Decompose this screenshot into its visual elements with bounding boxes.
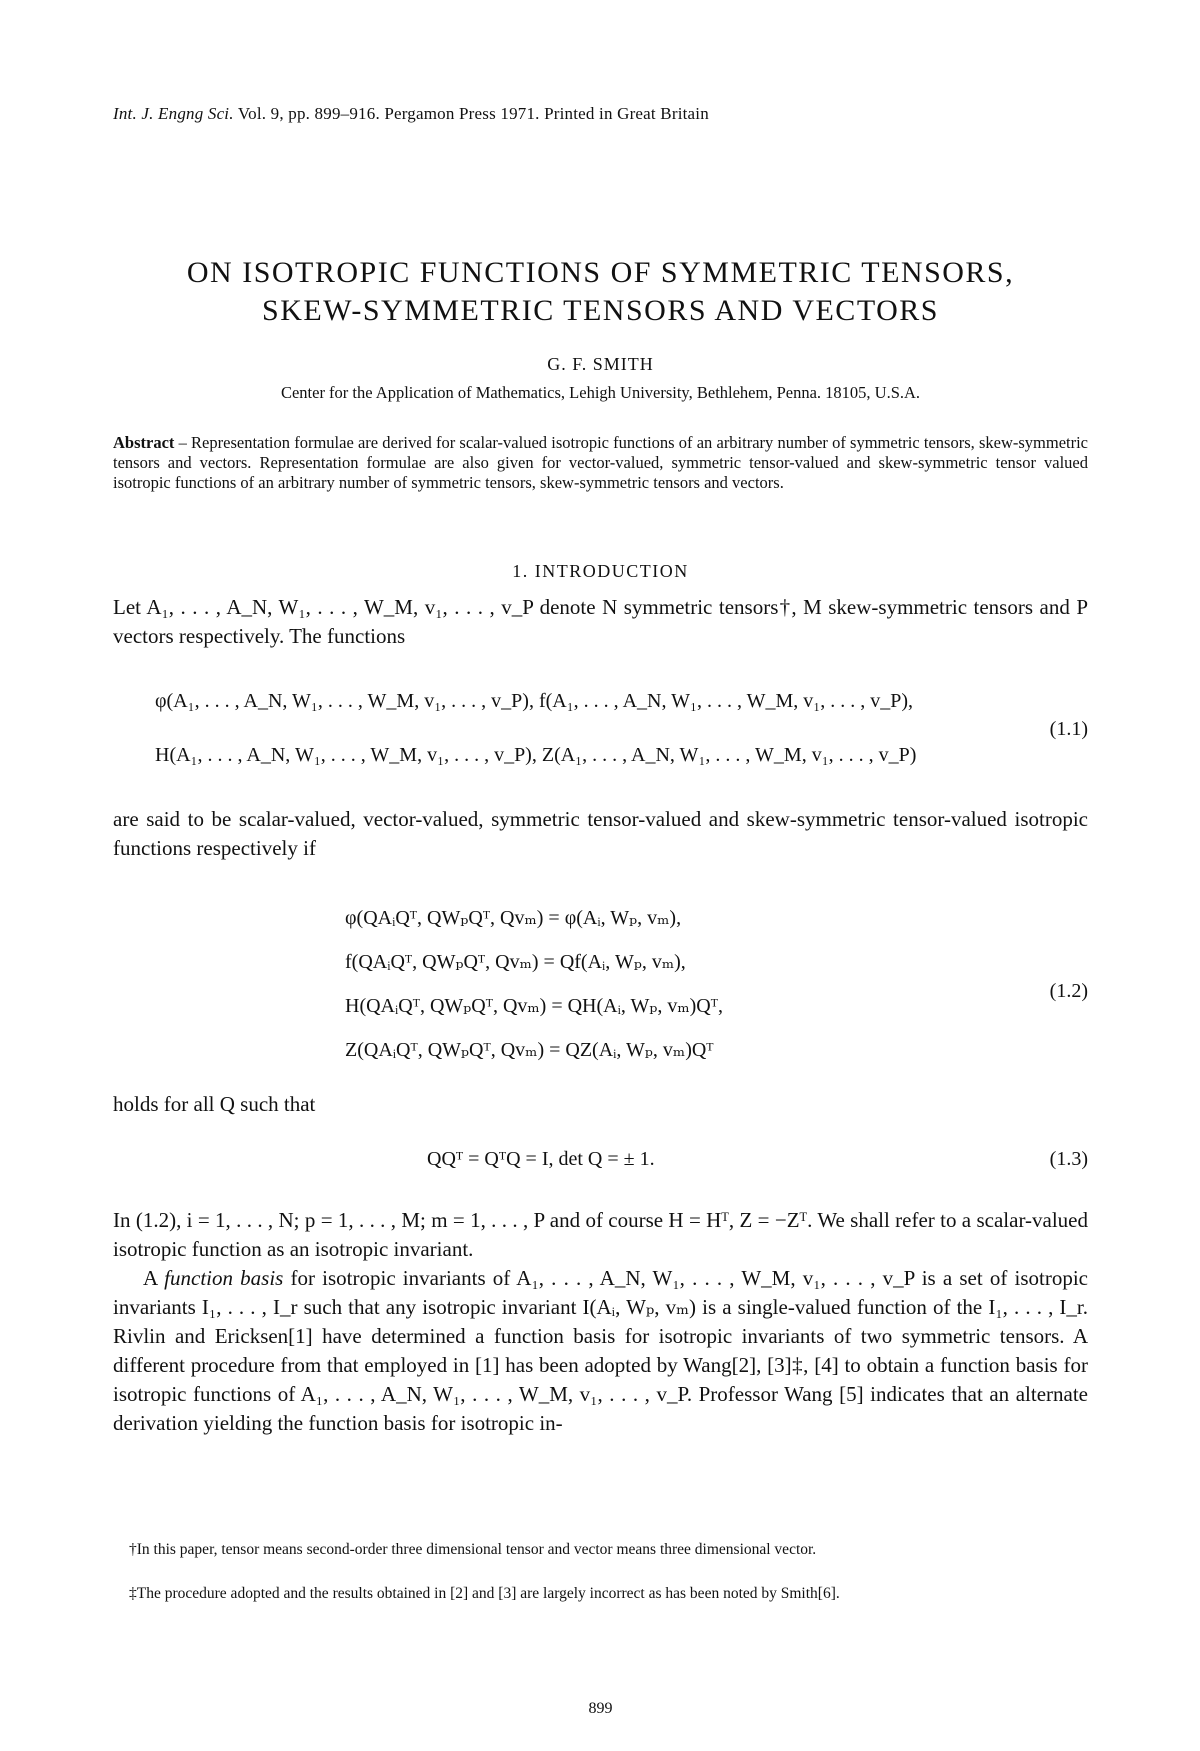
journal-citation: Vol. 9, pp. 899–916. Pergamon Press 1971. Printed in Great Britain (237, 104, 709, 123)
equation-number-1-1: (1.1) (1049, 718, 1088, 740)
author-name: G. F. SMITH (547, 354, 654, 374)
equation-1-2-line-1: φ(QAᵢQᵀ, QWₚQᵀ, Qvₘ) = φ(Aᵢ, Wₚ, vₘ), (345, 907, 682, 929)
paper-title (113, 254, 1088, 330)
equation-1-1-line-1: φ(A₁, . . . , A_N, W₁, . . . , W_M, v₁, . . . , v_P), f(A₁, . . . , A_N, W₁, . . . , W_M, v₁, . . . , v_P), (155, 690, 914, 712)
page-number: 899 (588, 1700, 613, 1717)
section-heading: 1. INTRODUCTION (512, 561, 689, 581)
journal-header (113, 104, 709, 124)
abstract-text: – Representation formulae are derived for scalar-valued isotropic functions of an arbitrary number of symmetric tensors, skew-symmetric tensors and vectors. Representation formulae are also given for vector-valued, symmetric tensor-valued and skew-symmetric tensor valued isotropic functions of an arbitrary number of symmetric tensors, skew-symmetric tensors and vectors. (113, 433, 1088, 492)
journal-name: Int. J. Engng Sci. (113, 104, 234, 123)
equation-1-1-line-2: H(A₁, . . . , A_N, W₁, . . . , W_M, v₁, . . . , v_P), Z(A₁, . . . , A_N, W₁, . . . , W_M, v₁, . . . , v_P) (155, 744, 917, 766)
function-basis-pre: A (143, 1266, 165, 1290)
author-affiliation: Center for the Application of Mathematics, Lehigh University, Bethlehem, Penna. 18105, U.S.A. (280, 383, 921, 402)
footnote-1: †In this paper, tensor means second-order three dimensional tensor and vector means three dimensional vector. (129, 1541, 817, 1558)
paragraph-function-basis (113, 1264, 1088, 1438)
equation-1-2-line-4: Z(QAᵢQᵀ, QWₚQᵀ, Qvₘ) = QZ(Aᵢ, Wₚ, vₘ)Qᵀ (345, 1039, 714, 1061)
function-basis-text: for isotropic invariants of A₁, . . . , A_N, W₁, . . . , W_M, v₁, . . . , v_P is a set of isotropic invariants I₁, . . . , I_r such that any isotropic invariant I(Aᵢ, Wₚ, vₘ) is a single-valued function of the I₁, . . . , I_r. Rivlin and Ericksen[1] have determined a function basis for isotropic invariants of two symmetric tensors. A different procedure from that employed in [1] has been adopted by Wang[2], [3]‡, [4] to obtain a function basis for isotropic functions of A₁, . . . , A_N, W₁, . . . , W_M, v₁, . . . , v_P. Professor Wang [5] indicates that an alternate derivation yielding the function basis for isotropic in- (113, 1266, 1088, 1435)
equation-number-1-2: (1.2) (1049, 980, 1088, 1002)
equation-1-2-line-3: H(QAᵢQᵀ, QWₚQᵀ, Qvₘ) = QH(Aᵢ, Wₚ, vₘ)Qᵀ, (345, 995, 723, 1017)
equation-1-2-line-2: f(QAᵢQᵀ, QWₚQᵀ, Qvₘ) = Qf(Aᵢ, Wₚ, vₘ), (345, 951, 686, 973)
intro-paragraph: Let A₁, . . . , A_N, W₁, . . . , W_M, v₁, . . . , v_P denote N symmetric tensors†, M skew-symmetric tensors and P vectors respectively. The functions (113, 595, 1088, 648)
title-line-1: ON ISOTROPIC FUNCTIONS OF SYMMETRIC TENSORS, (186, 256, 1015, 289)
paragraph-holds: holds for all Q such that (113, 1092, 316, 1116)
function-basis-term: function basis (164, 1266, 284, 1290)
paragraph-indices: In (1.2), i = 1, . . . , N; p = 1, . . . , M; m = 1, . . . , P and of course H = Hᵀ, Z = −Zᵀ. We shall refer to a scalar-valued isotropic function as an isotropic invariant. (113, 1208, 1088, 1261)
paragraph-isotropic-definition: are said to be scalar-valued, vector-valued, symmetric tensor-valued and skew-symmetric tensor-valued isotropic functions respectively if (113, 807, 1088, 860)
equation-1-3: QQᵀ = QᵀQ = I, det Q = ± 1. (427, 1148, 655, 1170)
title-line-2: SKEW-SYMMETRIC TENSORS AND VECTORS (262, 294, 939, 327)
footnote-2: ‡The procedure adopted and the results obtained in [2] and [3] are largely incorrect as has been noted by Smith[6]. (129, 1585, 840, 1602)
abstract-label: Abstract (113, 433, 175, 452)
equation-number-1-3: (1.3) (1049, 1148, 1088, 1170)
abstract (113, 433, 1088, 493)
